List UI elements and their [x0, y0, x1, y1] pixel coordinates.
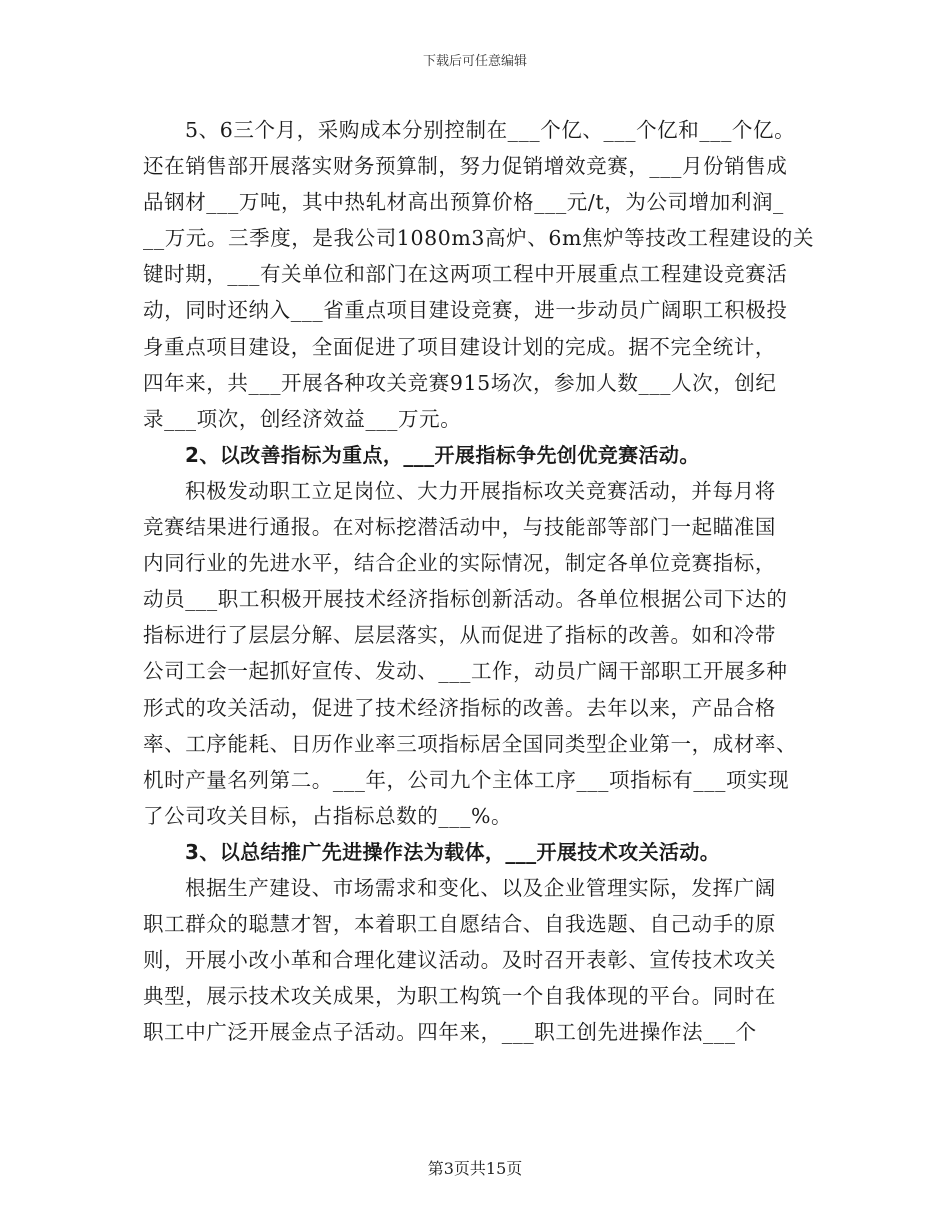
paragraph-line: 职工中广泛开展金点子活动。四年来，___职工创先进操作法___个: [143, 1020, 757, 1045]
paragraph-line: 率、工序能耗、日历作业率三项指标居全国同类型企业第一，成材率、: [143, 731, 798, 756]
paragraph-line: 动，同时还纳入___省重点项目建设竞赛，进一步动员广阔职工积极投: [143, 298, 788, 323]
paragraph-line: 还在销售部开展落实财务预算制，努力促销增效竞赛，___月份销售成: [143, 154, 788, 179]
paragraph-line: 内同行业的先进水平，结合企业的实际情况，制定各单位竞赛指标，: [143, 551, 776, 576]
page-header-note: 下载后可任意编辑: [422, 54, 527, 69]
paragraph-line: 动员___职工积极开展技术经济指标创新活动。各单位根据公司下达的: [143, 587, 788, 612]
paragraph-line: __万元。三季度，是我公司1080m3高炉、6m焦炉等技改工程建设的关: [143, 226, 815, 251]
paragraph-line: 职工群众的聪慧才智，本着职工自愿结合、自我选题、自己动手的原: [143, 912, 776, 937]
section-heading: 2、以改善指标为重点，___开展指标争先创优竞赛活动。: [185, 442, 700, 467]
paragraph-line: 积极发动职工立足岗位、大力开展指标攻关竞赛活动，并每月将: [185, 478, 776, 503]
paragraph-line: 指标进行了层层分解、层层落实，从而促进了指标的改善。如和冷带: [143, 623, 776, 648]
paragraph-line: 四年来，共___开展各种攻关竞赛915场次，参加人数___人次，创纪: [143, 370, 777, 395]
paragraph-line: 5、6三个月，采购成本分别控制在___个亿、___个亿和___个亿。: [185, 118, 796, 142]
body-text: [143, 112, 815, 1050]
paragraph-line: 则，开展小改小革和合理化建议活动。及时召开表彰、宣传技术攻关: [143, 948, 776, 973]
paragraph-line: 机时产量名列第二。___年，公司九个主体工序___项指标有___项实现: [143, 767, 790, 792]
paragraph-line: 键时期，___有关单位和部门在这两项工程中开展重点工程建设竞赛活: [143, 262, 788, 287]
paragraph-line: 公司工会一起抓好宣传、发动、___工作，动员广阔干部职工开展多种: [143, 659, 788, 684]
paragraph-line: 了公司攻关目标，占指标总数的___%。: [143, 803, 513, 828]
paragraph-line: 典型，展示技术攻关成果，为职工构筑一个自我体现的平台。同时在: [143, 984, 776, 1009]
paragraph-line: 品钢材___万吨，其中热轧材高出预算价格___元/t，为公司增加利润_: [143, 190, 784, 215]
paragraph-line: 根据生产建设、市场需求和变化、以及企业管理实际，发挥广阔: [185, 875, 776, 900]
paragraph-line: 形式的攻关活动，促进了技术经济指标的改善。去年以来，产品合格: [143, 695, 776, 720]
page-number-footer: 第3页共15页: [427, 1159, 523, 1178]
paragraph-line: 录___项次，创经济效益___万元。: [143, 406, 462, 431]
paragraph-line: 竞赛结果进行通报。在对标挖潜活动中，与技能部等部门一起瞄准国: [143, 515, 776, 540]
section-heading: 3、以总结推广先进操作法为载体，___开展技术攻关活动。: [185, 839, 721, 864]
paragraph-line: 身重点项目建设，全面促进了项目建设计划的完成。据不完全统计，: [143, 334, 776, 359]
